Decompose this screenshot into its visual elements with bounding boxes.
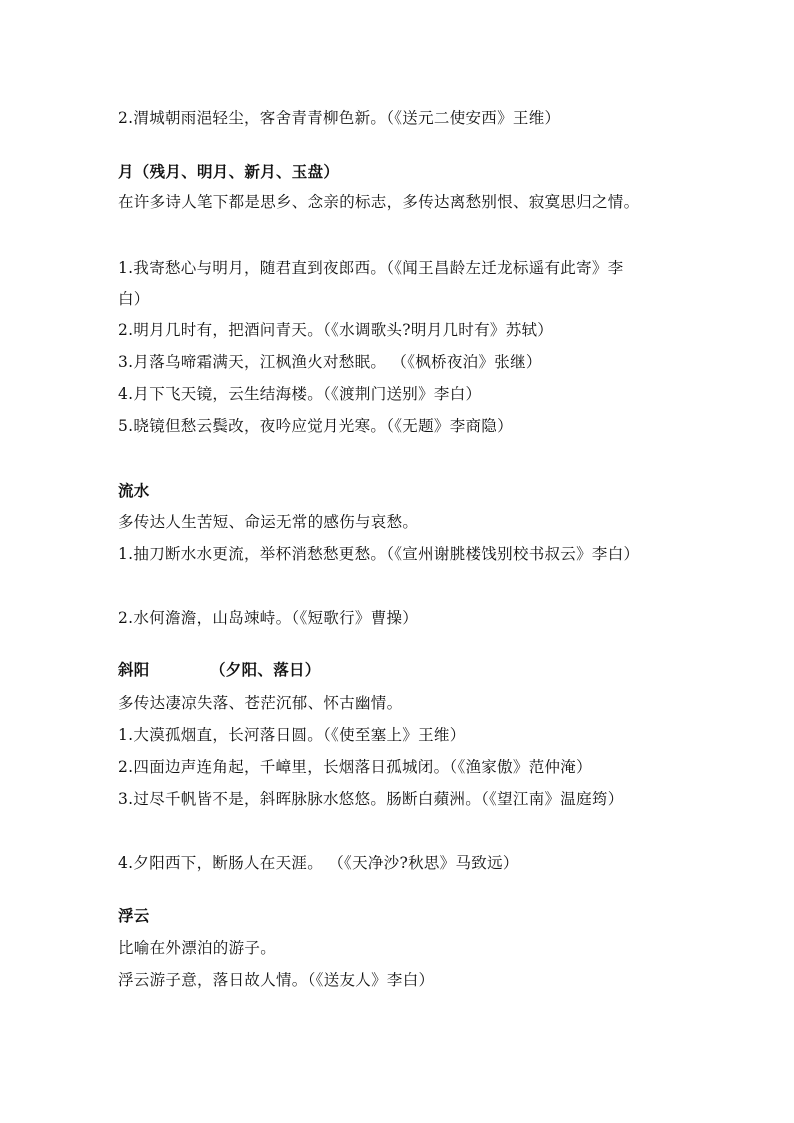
poem-line: 5.晓镜但愁云鬓改，夜吟应觉月光寒。（《无题》李商隐）: [118, 417, 513, 435]
section-description: 比喻在外漂泊的游子。: [118, 939, 277, 957]
section-heading-sunset-sub: （夕阳、落日）: [210, 661, 321, 679]
section-heading-sunset: [118, 660, 418, 680]
section-heading-water: 流水: [118, 482, 150, 500]
poem-line: 2.四面边声连角起，千嶂里，长烟落日孤城闭。（《渔家傲》范仲淹）: [118, 758, 592, 776]
section-description: 多传达人生苦短、命运无常的感伤与哀愁。: [118, 513, 419, 531]
poem-line: 4.夕阳西下，断肠人在天涯。 （《天净沙?秋思》马致远）: [118, 854, 519, 872]
poem-line: 3.月落乌啼霜满天，江枫渔火对愁眠。 （《枫桥夜泊》张继）: [118, 353, 542, 371]
section-heading-moon: 月（残月、明月、新月、玉盘）: [118, 163, 340, 181]
poem-line: 2.明月几时有，把酒问青天。（《水调歌头?明月几时有》苏轼）: [118, 321, 554, 339]
poem-line: 3.过尽千帆皆不是，斜晖脉脉水悠悠。肠断白蘋洲。（《望江南》温庭筠）: [118, 790, 624, 808]
section-heading-cloud: 浮云: [118, 907, 150, 925]
poem-line: 1.抽刀断水水更流，举杯消愁愁更愁。（《宣州谢朓楼饯别校书叔云》李白）: [118, 545, 640, 563]
poem-line: 白）: [118, 290, 150, 308]
section-description: 在许多诗人笔下都是思乡、念亲的标志，多传达离愁别恨、寂寞思归之情。: [118, 193, 640, 211]
poem-line: 浮云游子意，落日故人情。（《送友人》李白）: [118, 971, 435, 989]
poem-line: 1.大漠孤烟直，长河落日圆。（《使至塞上》王维）: [118, 726, 466, 744]
section-description: 多传达凄凉失落、苍茫沉郁、怀古幽情。: [118, 694, 403, 712]
poem-line: 2.水何澹澹，山岛竦峙。（《短歌行》曹操）: [118, 609, 419, 627]
section-heading-sunset-main: 斜阳: [118, 661, 150, 679]
poem-line: 1.我寄愁心与明月，随君直到夜郎西。（《闻王昌龄左迁龙标遥有此寄》李: [118, 259, 624, 277]
poem-line: 4.月下飞天镜，云生结海楼。（《渡荆门送别》李白）: [118, 385, 482, 403]
poem-line: 2.渭城朝雨浥轻尘，客舍青青柳色新。（《送元二使安西》王维）: [118, 109, 561, 127]
